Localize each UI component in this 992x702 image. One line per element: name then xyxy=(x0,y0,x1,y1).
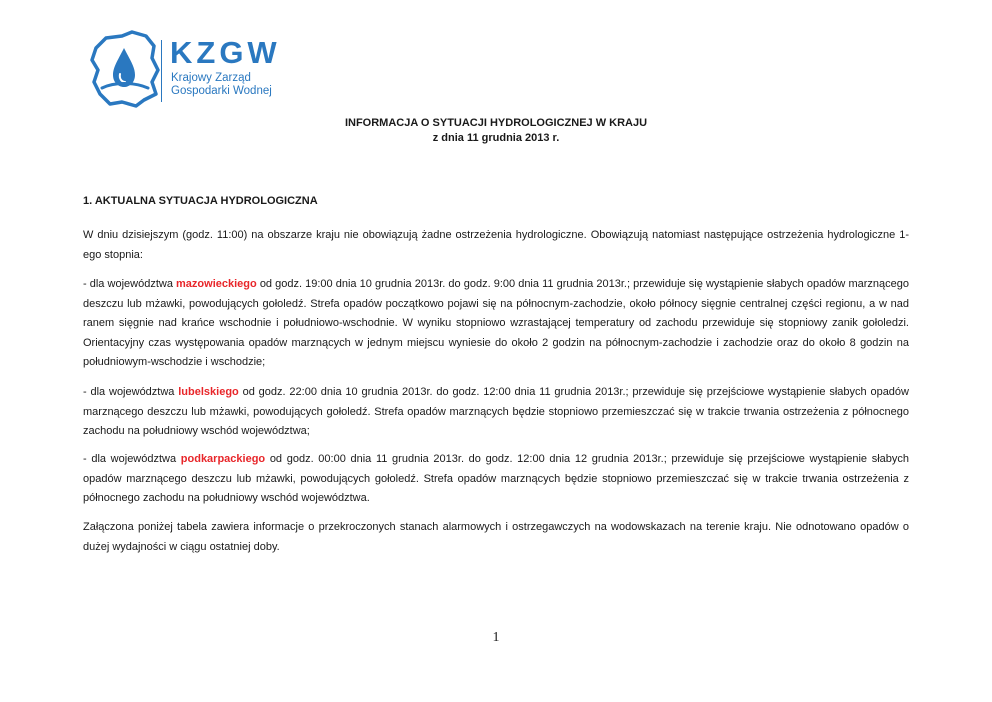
logo-subtitle xyxy=(171,72,272,98)
warning-prefix: - dla województwa xyxy=(83,453,181,465)
region-name: mazowieckiego xyxy=(176,278,257,290)
warning-paragraph-podkarpackie xyxy=(83,450,909,509)
logo-subtitle-line1: Krajowy Zarząd xyxy=(171,72,251,84)
document-title-line2: z dnia 11 grudnia 2013 r. xyxy=(432,132,560,144)
document-title xyxy=(0,116,992,146)
warning-paragraph-mazowieckie xyxy=(83,275,909,373)
closing-paragraph: Załączona poniżej tabela zawiera informacje o przekroczonych stanach alarmowych i ostrzegawczych na wodowskazach na terenie kraju. Nie odnotowano opadów o dużej wydajności w ciągu ostatniej doby. xyxy=(83,521,909,553)
poland-map-drop-icon xyxy=(88,30,160,108)
warning-prefix: - dla województwa xyxy=(83,278,177,290)
warning-prefix: - dla województwa xyxy=(83,386,179,398)
warning-paragraph-lubelskie xyxy=(83,383,909,442)
warning-text: od godz. 19:00 dnia 10 grudnia 2013r. do godz. 9:00 dnia 11 grudnia 2013r.; przewiduje się wystąpienie słabych opadów marznącego deszczu lub mżawki, powodujących gołoledź. Strefa opadów początkowo pojawi się na północnym-zachodzie, około północy sięgnie centralnej części regionu, a w nad ranem sięgnie nad krańce wschodnie i południowo-wschodnie. W wyniku stopniowo wzrastającej temperatury od zachodu przewiduje się stopniowy zanik gołoledzi. Orientacyjny czas występowania opadów marznących w jednym miejscu wyniesie do około 2 godzin na północnym-zachodzie i zachodzie oraz do około 8 godzin na południowym-wschodzie i wschodzie; xyxy=(83,278,909,368)
region-name: podkarpackiego xyxy=(180,453,266,465)
document-title-line1: INFORMACJA O SYTUACJI HYDROLOGICZNEJ W KRAJU xyxy=(344,117,648,129)
warning-text: od godz. 00:00 dnia 11 grudnia 2013r. do godz. 12:00 dnia 12 grudnia 2013r.; przewiduje się przejściowe wystąpienie słabych opadów marznącego deszczu lub mżawki, powodujących gołoledź. Strefa opadów marznących będzie stopniowo przemieszczać się w trakcie trwania ostrzeżenia z północnego zachodu na południowy wschód województwa. xyxy=(83,453,909,504)
intro-paragraph: W dniu dzisiejszym (godz. 11:00) na obszarze kraju nie obowiązują żadne ostrzeżenia hydrologiczne. Obowiązują natomiast następujące ostrzeżenia hydrologiczne 1-ego stopnia: xyxy=(83,229,909,261)
logo-brand-text: KZGW xyxy=(170,35,281,70)
section-heading: 1. AKTUALNA SYTUACJA HYDROLOGICZNA xyxy=(83,195,318,207)
region-name: lubelskiego xyxy=(178,386,239,398)
kzgw-logo xyxy=(88,30,288,110)
logo-divider xyxy=(161,40,162,102)
logo-subtitle-line2: Gospodarki Wodnej xyxy=(171,85,272,97)
warning-text: od godz. 22:00 dnia 10 grudnia 2013r. do godz. 12:00 dnia 11 grudnia 2013r.; przewiduje się przejściowe wystąpienie słabych opadów marznącego deszczu lub mżawki, powodujących gołoledź. Strefa opadów marznących będzie stopniowo przemieszczać się w trakcie trwania ostrzeżenia z północnego zachodu na południowy wschód województwa; xyxy=(83,386,909,437)
page-number: 1 xyxy=(492,630,500,645)
